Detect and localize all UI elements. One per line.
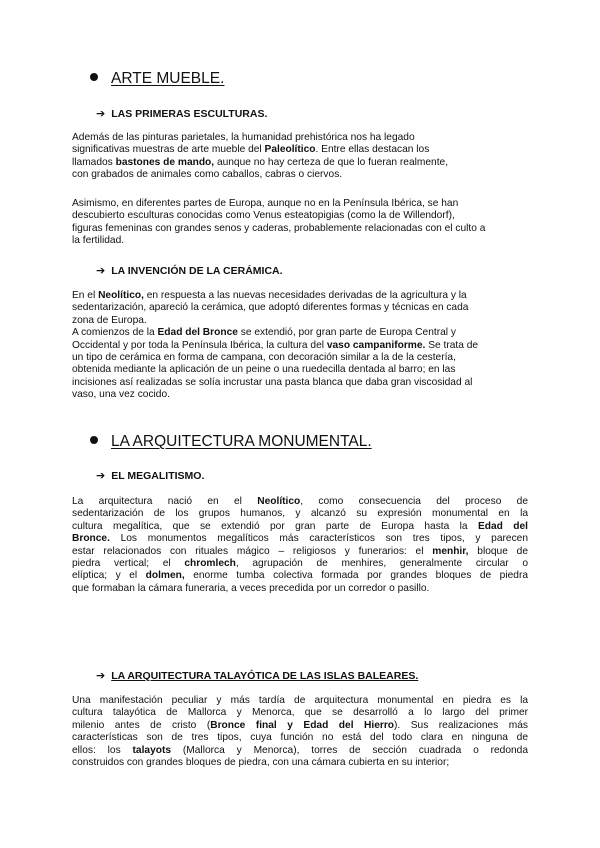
heading-arquitectura-monumental [90, 433, 372, 451]
arrow-right-icon: ➔ [96, 469, 106, 482]
text-line: llamados bastones de mando, aunque no hay certeza de que lo fueran realmente, [72, 156, 449, 168]
paragraph-megalitismo [72, 496, 528, 595]
text-line: sedentarización, apareció la cerámica, que adoptó diferentes formas y técnicas en cada [72, 302, 469, 314]
text-line: vaso, una vez cocido. [72, 389, 170, 401]
paragraph-talayotica [72, 695, 528, 769]
text-line: descubierto esculturas conocidas como Venus esteatopigias (como la de Willendorf), [72, 210, 455, 222]
text-line: elíptica; y el dolmen, enorme tumba colectiva formada por grandes bloques de piedra [72, 570, 529, 582]
subheading-invencion-ceramica [96, 264, 283, 277]
text-line: figuras femeninas con grandes senos y caderas, probablemente relacionadas con el culto a [72, 222, 486, 234]
text-line: milenio antes de cristo (Bronce final y Edad del Hierro). Sus realizaciones más [72, 719, 528, 731]
subheading-text: LA ARQUITECTURA TALAYÓTICA DE LAS ISLAS BALEARES. [111, 670, 419, 682]
text-line: estar relacionados con rituales mágico – religiosos y funerarios: el menhir, bloque de [72, 545, 528, 557]
text-line: En el Neolítico, en respuesta a las nuevas necesidades derivadas de la agricultura y la [72, 290, 467, 301]
text-line: piedra vertical; el chromlech, agrupación de menhires, generalmente circular o [72, 558, 528, 570]
text-line: La arquitectura nació en el Neolítico, como consecuencia del proceso de [72, 496, 528, 507]
paragraph-ceramica [72, 290, 528, 402]
arrow-right-icon: ➔ [96, 107, 106, 120]
subheading-text: LA INVENCIÓN DE LA CERÁMICA. [111, 265, 283, 277]
subheading-primeras-esculturas [96, 107, 267, 120]
arrow-right-icon: ➔ [96, 264, 106, 277]
text-line: A comienzos de la Edad del Bronce se extendió, por gran parte de Europa Central y [72, 327, 456, 339]
text-line: Además de las pinturas parietales, la humanidad prehistórica nos ha legado [72, 132, 415, 143]
text-line: obtenida mediante la aplicación de un peine o una ruedecilla dentada al barro; en las [72, 364, 456, 376]
text-line: que formaban la cámara funeraria, a veces precedida por un corredor o pasillo. [72, 582, 430, 594]
text-line: significativas muestras de arte mueble del Paleolítico. Entre ellas destacan los [72, 144, 430, 156]
text-line: la fertilidad. [72, 235, 125, 247]
text-line: construidos con grandes bloques de piedra, con una cámara cubierta en su interior; [72, 757, 450, 769]
text-line: Asimismo, en diferentes partes de Europa, aunque no en la Península Ibérica, se han [72, 198, 459, 209]
subheading-talayotica [96, 669, 418, 682]
heading-text: LA ARQUITECTURA MONUMENTAL. [111, 433, 372, 450]
text-line: zona de Europa. [72, 314, 147, 326]
bullet-icon [90, 436, 98, 444]
text-line: Bronce. Los monumentos megalíticos más característicos son tres tipos, y parecen [72, 533, 528, 545]
heading-text: ARTE MUEBLE. [111, 70, 225, 87]
subheading-text: LAS PRIMERAS ESCULTURAS. [111, 108, 268, 120]
text-line: cultura talayótica de Mallorca y Menorca, que se desarrolló a lo largo del primer [72, 707, 528, 719]
text-line: incisiones así realizadas se solía incrustar una pasta blanca que daba gran viscosidad al [72, 376, 473, 388]
bullet-icon [90, 73, 98, 81]
subheading-megalitismo [96, 469, 204, 482]
text-line: sedentarización de los grupos humanos, y alcanzó su expresión monumental en la [72, 508, 528, 520]
paragraph-bastones [72, 132, 528, 182]
text-line: cultura megalítica, que se extendió por gran parte de Europa hasta la Edad del [72, 520, 528, 532]
subheading-text: EL MEGALITISMO. [111, 470, 205, 482]
text-line: con grabados de animales como caballos, cabras o ciervos. [72, 169, 343, 181]
text-line: Una manifestación peculiar y más tardía de arquitectura monumental en piedra es la [72, 695, 528, 706]
text-line: Occidental y por toda la Península Ibérica, la cultura del vaso campaniforme. Se trata de [72, 339, 479, 351]
heading-arte-mueble [90, 70, 224, 88]
text-line: un tipo de cerámica en forma de campana, con decoración similar a la de la cestería, [72, 352, 456, 364]
arrow-right-icon: ➔ [96, 669, 106, 682]
text-line: características son de tres tipos, cuya función no está del todo clara en ninguna de [72, 732, 528, 744]
text-line: ellos: los talayots (Mallorca y Menorca), torres de sección cuadrada o redonda [72, 744, 528, 756]
paragraph-venus [72, 198, 528, 248]
